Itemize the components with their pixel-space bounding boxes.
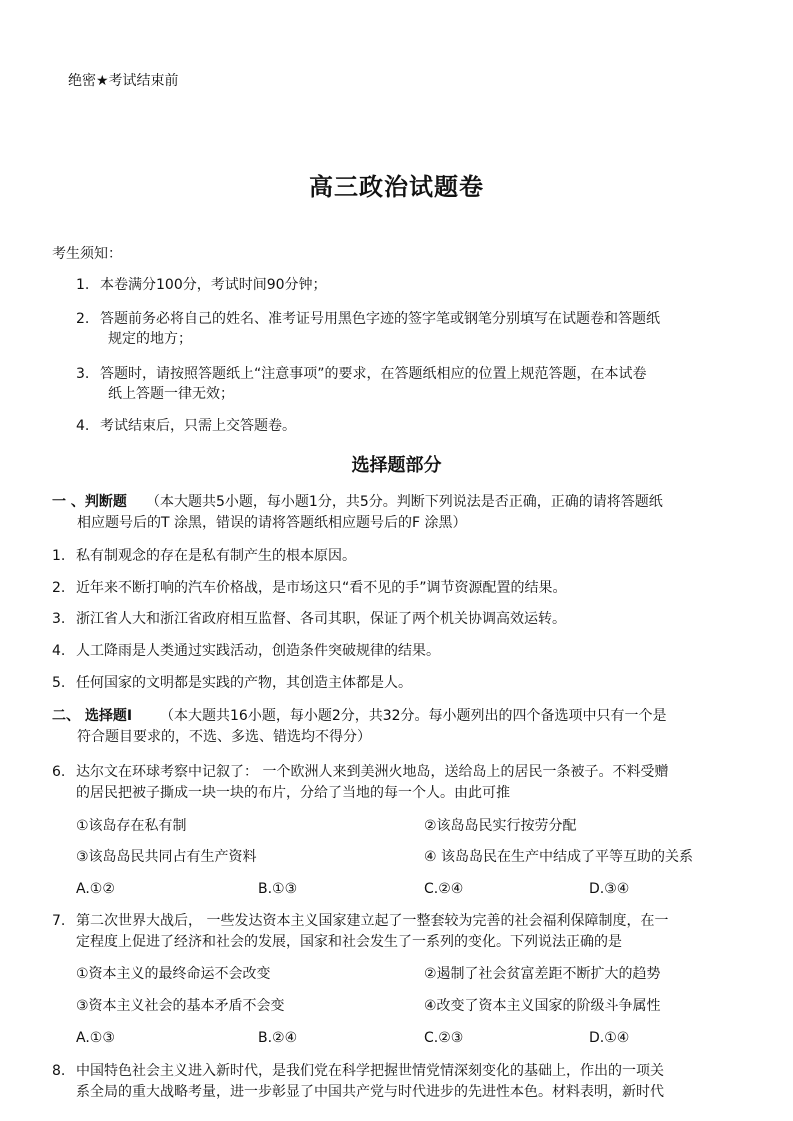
answer-choice: B.①③ [258, 881, 298, 897]
question-num: 4. [52, 643, 66, 659]
question-text: 定程度上促进了经济和社会的发展，国家和社会发生了一系列的变化。下列说法正确的是 [76, 934, 622, 950]
part-label: 二、 选择题Ⅰ [52, 708, 133, 724]
statement-option: ②该岛岛民实行按劳分配 [424, 818, 577, 834]
question-num: 3. [52, 611, 66, 627]
part-description: （本大题共16小题，每小题2分，共32分。每小题列出的四个备选项中只有一个是 [160, 708, 667, 724]
question-text: 人工降雨是人类通过实践活动，创造条件突破规律的结果。 [76, 643, 440, 659]
answer-choice: A.①③ [76, 1030, 115, 1046]
answer-choice: D.③④ [589, 881, 630, 897]
question-num: 7. [52, 913, 66, 929]
statement-option: ②遏制了社会贫富差距不断扩大的趋势 [424, 966, 661, 982]
notice-item-num: 1. [76, 277, 90, 293]
answer-choice: A.①② [76, 881, 115, 897]
question-num: 1. [52, 548, 66, 564]
statement-option: ①该岛存在私有制 [76, 818, 187, 834]
statement-option: ④ 该岛岛民在生产中结成了平等互助的关系 [424, 849, 693, 865]
notice-item-num: 4. [76, 418, 90, 434]
answer-choice: B.②④ [258, 1030, 298, 1046]
notice-item-text: 答题前务必将自己的姓名、准考证号用黑色字迹的签字笔或钢笔分别填写在试题卷和答题纸 [100, 311, 660, 327]
statement-option: ④改变了资本主义国家的阶级斗争属性 [424, 998, 661, 1014]
statement-option: ③资本主义社会的基本矛盾不会变 [76, 998, 285, 1014]
statement-option: ①资本主义的最终命运不会改变 [76, 966, 271, 982]
question-num: 5. [52, 675, 66, 691]
part-description: 符合题目要求的，不选、多选、错选均不得分） [77, 729, 371, 745]
part-description: 相应题号后的T 涂黑，错误的请将答题纸相应题号后的F 涂黑） [77, 515, 467, 531]
section-title: 选择题部分 [351, 455, 442, 476]
question-num: 8. [52, 1063, 66, 1079]
notice-item-text: 答题时，请按照答题纸上“注意事项”的要求，在答题纸相应的位置上规范答题，在本试卷 [100, 366, 647, 382]
confidential-mark: 绝密★考试结束前 [68, 73, 179, 89]
question-text: 达尔文在环球考察中记叙了： 一个欧洲人来到美洲火地岛，送给岛上的居民一条被子。不料受赠 [76, 764, 669, 780]
notice-item-text: 考试结束后，只需上交答题卷。 [100, 418, 296, 434]
notice-item-text: 纸上答题一律无效； [108, 386, 234, 402]
answer-choice: C.②④ [424, 881, 464, 897]
statement-option: ③该岛岛民共同占有生产资料 [76, 849, 257, 865]
question-text: 私有制观念的存在是私有制产生的根本原因。 [76, 548, 356, 564]
notice-item-text: 规定的地方； [108, 331, 192, 347]
notice-item-num: 2. [76, 311, 90, 327]
answer-choice: C.②③ [424, 1030, 464, 1046]
part-description: （本大题共5小题，每小题1分，共5分。判断下列说法是否正确，正确的请将答题纸 [146, 494, 663, 510]
question-num: 6. [52, 764, 66, 780]
question-text: 第二次世界大战后， 一些发达资本主义国家建立起了一整套较为完善的社会福利保障制度，在一 [76, 913, 669, 929]
page-title: 高三政治试题卷 [309, 173, 484, 201]
notice-item-text: 本卷满分100分，考试时间90分钟； [100, 277, 327, 293]
part-label: 一 、判断题 [52, 494, 127, 510]
answer-choice: D.①④ [589, 1030, 630, 1046]
notice-heading: 考生须知： [52, 246, 122, 262]
notice-item-num: 3. [76, 366, 90, 382]
question-text: 浙江省人大和浙江省政府相互监督、各司其职，保证了两个机关协调高效运转。 [76, 611, 566, 627]
question-text: 的居民把被子撕成一块一块的布片，分给了当地的每一个人。由此可推 [76, 785, 510, 801]
question-text: 系全局的重大战略考量，进一步彰显了中国共产党与时代进步的先进性本色。材料表明，新时代 [76, 1084, 664, 1100]
question-text: 近年来不断打响的汽车价格战，是市场这只“看不见的手”调节资源配置的结果。 [76, 580, 567, 596]
question-text: 中国特色社会主义进入新时代，是我们党在科学把握世情党情深刻变化的基础上，作出的一项关 [76, 1063, 664, 1079]
question-text: 任何国家的文明都是实践的产物，其创造主体都是人。 [76, 675, 412, 691]
question-num: 2. [52, 580, 66, 596]
